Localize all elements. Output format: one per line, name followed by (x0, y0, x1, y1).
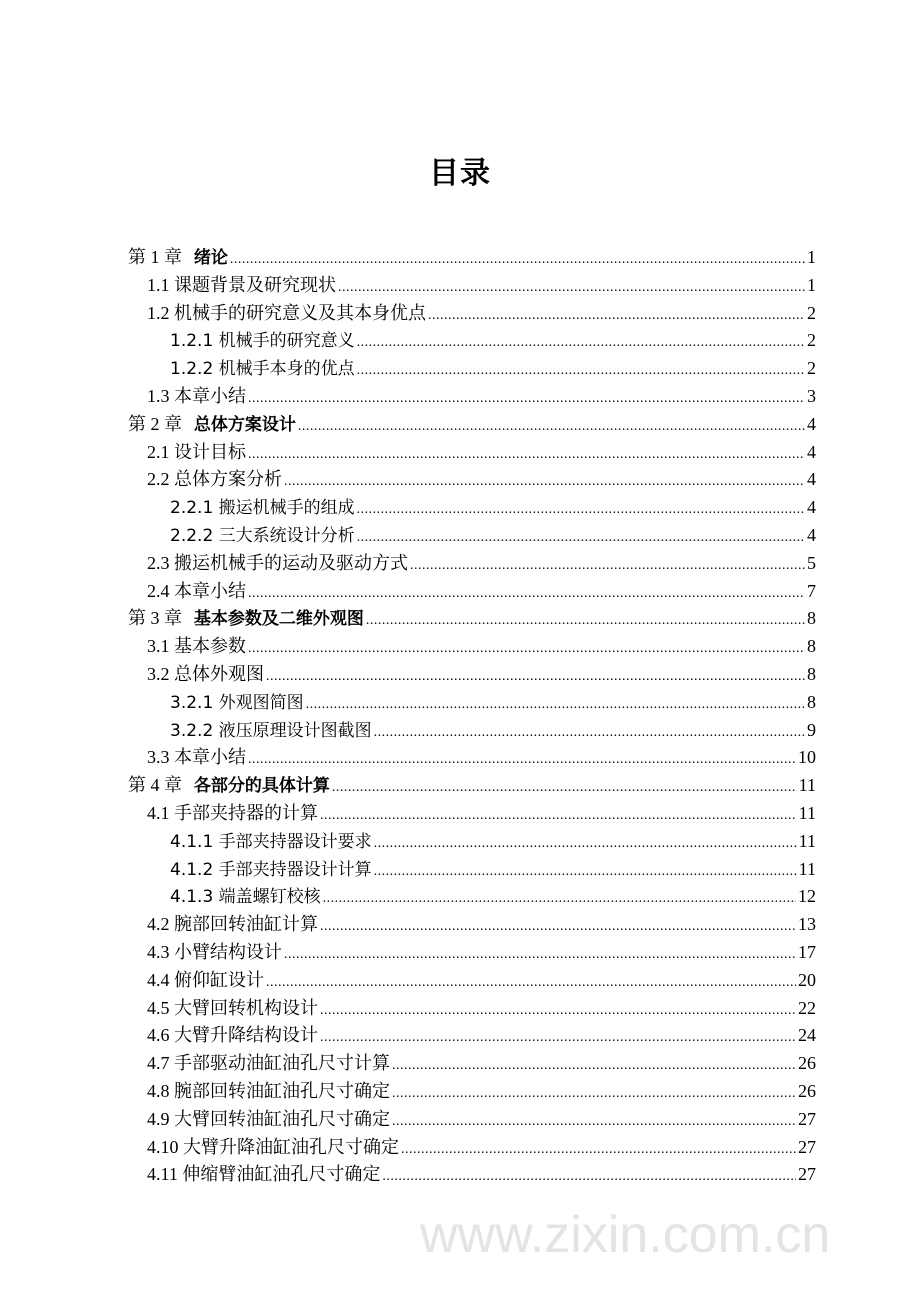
toc-entry-page: 8 (807, 608, 816, 629)
toc-entry-page: 7 (807, 580, 816, 601)
dot-leader (392, 1108, 796, 1136)
toc-entry-label (147, 578, 246, 606)
dot-leader (374, 858, 797, 886)
toc-entry-page: 8 (807, 691, 816, 712)
dot-leader (306, 691, 805, 719)
toc-entry-text: 本章小结 (174, 747, 246, 768)
toc-entry-label (170, 829, 372, 857)
toc-entry-page: 11 (798, 802, 816, 823)
toc-entry-number: 4.6 (147, 1025, 170, 1046)
toc-entry-text: 外观图简图 (218, 692, 304, 713)
toc-entry-number: 4.1.2 (170, 859, 214, 880)
toc-entry[interactable] (128, 967, 816, 995)
dot-leader (323, 885, 796, 913)
toc-entry-page: 26 (798, 1080, 816, 1101)
toc-entry-number: 1.2.1 (170, 331, 214, 352)
toc-entry-page: 10 (798, 747, 816, 768)
toc-entry-page: 27 (798, 1136, 816, 1157)
toc-entry-number: 第 4 章 (128, 775, 182, 796)
dot-leader (266, 969, 796, 997)
toc-entry-label (170, 884, 321, 912)
toc-entry-number: 4.10 (147, 1136, 179, 1157)
toc-entry-page: 4 (807, 497, 816, 518)
toc-entry[interactable] (128, 689, 816, 717)
toc-entry-text: 本章小结 (174, 385, 246, 406)
toc-entry-text: 手部夹持器设计计算 (218, 859, 372, 880)
toc-entry[interactable] (128, 633, 816, 661)
toc-entry-label (170, 356, 355, 384)
toc-entry-number: 2.3 (147, 552, 170, 573)
toc-entry-number: 3.2 (147, 663, 170, 684)
toc-entry-text: 搬运机械手的组成 (218, 498, 355, 519)
toc-entry-text: 端盖螺钉校核 (218, 887, 321, 908)
toc-entry-label (128, 605, 364, 634)
toc-entry-text: 腕部回转油缸计算 (174, 914, 318, 935)
toc-entry-page: 20 (798, 969, 816, 990)
toc-entry-text: 课题背景及研究现状 (174, 274, 336, 295)
toc-entry-number: 4.4 (147, 969, 170, 990)
toc-entry-text: 基本参数及二维外观图 (193, 609, 364, 630)
toc-entry-page: 2 (807, 330, 816, 351)
toc-entry-number: 3.2.2 (170, 720, 214, 741)
toc-entry[interactable] (128, 744, 816, 772)
toc-entry-label (147, 633, 246, 661)
toc-entry-text: 大臂回转油缸油孔尺寸确定 (174, 1108, 390, 1129)
toc-entry-label (147, 939, 282, 967)
dot-leader (320, 802, 797, 830)
toc-entry[interactable] (128, 800, 816, 828)
toc-entry[interactable] (128, 661, 816, 689)
toc-entry[interactable] (128, 522, 816, 550)
toc-entry-label (147, 1050, 390, 1078)
dot-leader (357, 496, 805, 524)
toc-entry-label (147, 1134, 399, 1162)
toc-entry-number: 2.1 (147, 441, 170, 462)
toc-entry-page: 22 (798, 997, 816, 1018)
toc-entry-page: 11 (798, 775, 816, 796)
toc-entry-label (147, 1022, 318, 1050)
toc-entry-page: 1 (807, 274, 816, 295)
toc-entry-page: 9 (807, 719, 816, 740)
toc-entry-page: 27 (798, 1164, 816, 1185)
dot-leader (357, 329, 805, 357)
toc-entry-text: 绪论 (193, 248, 228, 268)
toc-entry[interactable] (128, 244, 816, 272)
toc-entry-number: 4.1.1 (170, 831, 214, 852)
toc-entry[interactable] (128, 1134, 816, 1162)
toc-entry[interactable] (128, 1161, 816, 1189)
toc-entry-page: 4 (807, 413, 816, 434)
toc-entry-number: 1.3 (147, 385, 170, 406)
toc-entry[interactable] (128, 995, 816, 1023)
toc-entry-page: 2 (807, 302, 816, 323)
toc-entry-number: 2.2 (147, 469, 170, 490)
toc-entry-text: 俯仰缸设计 (174, 969, 264, 990)
toc-entry-text: 手部夹持器的计算 (174, 802, 318, 823)
dot-leader (401, 1136, 796, 1164)
toc-entry-number: 2.2.2 (170, 525, 214, 546)
toc-entry-text: 各部分的具体计算 (193, 776, 330, 797)
toc-entry[interactable] (128, 578, 816, 606)
toc-entry[interactable] (128, 355, 816, 383)
toc-entry-page: 24 (798, 1025, 816, 1046)
toc-entry-label (147, 466, 282, 494)
toc-entry-text: 机械手的研究意义及其本身优点 (174, 302, 426, 323)
dot-leader (374, 719, 805, 747)
toc-entry-page: 4 (807, 441, 816, 462)
toc-entry-page: 4 (807, 469, 816, 490)
page-title: 目录 (429, 156, 491, 191)
toc-entry[interactable] (128, 439, 816, 467)
dot-leader (410, 552, 805, 580)
toc-entry-number: 4.5 (147, 997, 170, 1018)
toc-entry-page: 3 (807, 385, 816, 406)
toc-entry-text: 手部驱动油缸油孔尺寸计算 (174, 1053, 390, 1074)
dot-leader (392, 1052, 796, 1080)
toc-entry-label (170, 718, 372, 746)
dot-leader (320, 997, 796, 1025)
toc-entry-text: 总体方案设计 (193, 414, 296, 435)
toc-entry-text: 大臂升降结构设计 (174, 1025, 318, 1046)
toc-entry-label (147, 439, 246, 467)
toc-entry-text: 机械手本身的优点 (218, 359, 355, 380)
toc-entry-number: 4.1 (147, 802, 170, 823)
toc-entry-text: 液压原理设计图截图 (218, 720, 372, 741)
toc-entry-label (147, 967, 264, 995)
toc-entry-number: 3.2.1 (170, 692, 214, 713)
toc-entry-text: 小臂结构设计 (174, 941, 282, 962)
toc-entry[interactable] (128, 272, 816, 300)
toc-entry-page: 2 (807, 358, 816, 379)
toc-entry-label (170, 495, 355, 523)
dot-leader (374, 830, 797, 858)
toc-entry-page: 13 (798, 914, 816, 935)
toc-entry-text: 总体外观图 (174, 663, 264, 684)
dot-leader (298, 413, 805, 441)
toc-entry-number: 1.2 (147, 302, 170, 323)
toc-entry-page: 11 (798, 830, 816, 851)
toc-entry-text: 大臂回转机构设计 (174, 997, 318, 1018)
dot-leader (366, 607, 805, 635)
toc-entry-page: 8 (807, 636, 816, 657)
dot-leader (284, 941, 796, 969)
toc-entry-label (147, 1161, 380, 1189)
dot-leader (248, 635, 805, 663)
toc-entry-text: 腕部回转油缸油孔尺寸确定 (174, 1080, 390, 1101)
toc-entry-number: 3.3 (147, 747, 170, 768)
toc-entry-text: 设计目标 (174, 441, 246, 462)
toc-entry-number: 3.1 (147, 636, 170, 657)
toc-entry-label (170, 690, 304, 718)
toc-entry[interactable] (128, 605, 816, 633)
toc-entry[interactable] (128, 911, 816, 939)
toc-entry[interactable] (128, 494, 816, 522)
dot-leader (266, 663, 805, 691)
toc-entry-page: 12 (798, 886, 816, 907)
dot-leader (284, 468, 805, 496)
dot-leader (428, 302, 805, 330)
toc-entry-page: 4 (807, 524, 816, 545)
toc-entry-number: 4.7 (147, 1053, 170, 1074)
watermark: www.zixin.com.cn (420, 1206, 831, 1264)
toc-entry-label (147, 911, 318, 939)
toc-entry[interactable] (128, 1078, 816, 1106)
toc-entry-label (128, 772, 330, 801)
toc-entry[interactable] (128, 772, 816, 800)
toc-entry-number: 1.1 (147, 274, 170, 295)
toc-entry-number: 2.4 (147, 580, 170, 601)
toc-entry-text: 本章小结 (174, 580, 246, 601)
toc-entry-page: 17 (798, 941, 816, 962)
dot-leader (248, 746, 796, 774)
toc-entry-text: 机械手的研究意义 (218, 331, 355, 352)
dot-leader (338, 274, 805, 302)
toc-entry-label (147, 661, 264, 689)
toc-entry[interactable] (128, 383, 816, 411)
toc-entry-text: 三大系统设计分析 (218, 525, 355, 546)
dot-leader (357, 357, 805, 385)
table-of-contents (128, 244, 816, 1189)
dot-leader (248, 385, 805, 413)
toc-entry-label (128, 244, 228, 273)
toc-entry-label (147, 300, 426, 328)
toc-entry[interactable] (128, 411, 816, 439)
toc-entry[interactable] (128, 856, 816, 884)
toc-entry[interactable] (128, 1106, 816, 1134)
dot-leader (332, 774, 797, 802)
toc-entry-number: 第 3 章 (128, 608, 182, 629)
toc-entry[interactable] (128, 1050, 816, 1078)
toc-entry-number: 4.11 (147, 1164, 178, 1185)
toc-entry[interactable] (128, 717, 816, 745)
toc-entry-text: 总体方案分析 (174, 469, 282, 490)
toc-entry-number: 4.9 (147, 1108, 170, 1129)
toc-entry-label (147, 995, 318, 1023)
toc-entry-label (147, 744, 246, 772)
dot-leader (392, 1080, 796, 1108)
toc-entry-text: 基本参数 (174, 636, 246, 657)
toc-entry-label (147, 800, 318, 828)
toc-entry-page: 5 (807, 552, 816, 573)
toc-entry-label (170, 328, 355, 356)
toc-entry-number: 4.8 (147, 1080, 170, 1101)
toc-entry-label (147, 1106, 390, 1134)
toc-entry[interactable] (128, 300, 816, 328)
toc-entry-label (128, 411, 296, 440)
toc-entry-text: 手部夹持器设计要求 (218, 831, 372, 852)
toc-entry-number: 1.2.2 (170, 359, 214, 380)
toc-entry[interactable] (128, 828, 816, 856)
toc-entry-page: 27 (798, 1108, 816, 1129)
toc-entry-text: 搬运机械手的运动及驱动方式 (174, 552, 408, 573)
toc-entry-label (170, 523, 355, 551)
toc-entry[interactable] (128, 550, 816, 578)
toc-entry-page: 11 (798, 858, 816, 879)
dot-leader (230, 246, 805, 274)
toc-entry-number: 4.3 (147, 941, 170, 962)
toc-entry-number: 2.2.1 (170, 498, 214, 519)
toc-entry-number: 4.2 (147, 914, 170, 935)
toc-entry-page: 1 (807, 247, 816, 267)
toc-entry-label (147, 383, 246, 411)
toc-entry-number: 第 2 章 (128, 413, 182, 434)
toc-entry-text: 伸缩臂油缸油孔尺寸确定 (182, 1164, 381, 1185)
dot-leader (357, 524, 805, 552)
toc-entry[interactable] (128, 883, 816, 911)
toc-entry-label (147, 550, 408, 578)
toc-entry-number: 4.1.3 (170, 887, 214, 908)
toc-entry[interactable] (128, 1022, 816, 1050)
toc-entry-label (147, 1078, 390, 1106)
dot-leader (248, 441, 805, 469)
toc-entry-number: 第 1 章 (128, 247, 182, 267)
toc-entry-label (170, 857, 372, 885)
dot-leader (320, 913, 796, 941)
dot-leader (382, 1163, 796, 1191)
toc-entry-text: 大臂升降油缸油孔尺寸确定 (183, 1136, 399, 1157)
toc-entry-page: 8 (807, 663, 816, 684)
toc-entry[interactable] (128, 327, 816, 355)
dot-leader (320, 1024, 796, 1052)
toc-entry-label (147, 272, 336, 300)
toc-entry[interactable] (128, 466, 816, 494)
dot-leader (248, 580, 805, 608)
toc-entry-page: 26 (798, 1053, 816, 1074)
toc-entry[interactable] (128, 939, 816, 967)
